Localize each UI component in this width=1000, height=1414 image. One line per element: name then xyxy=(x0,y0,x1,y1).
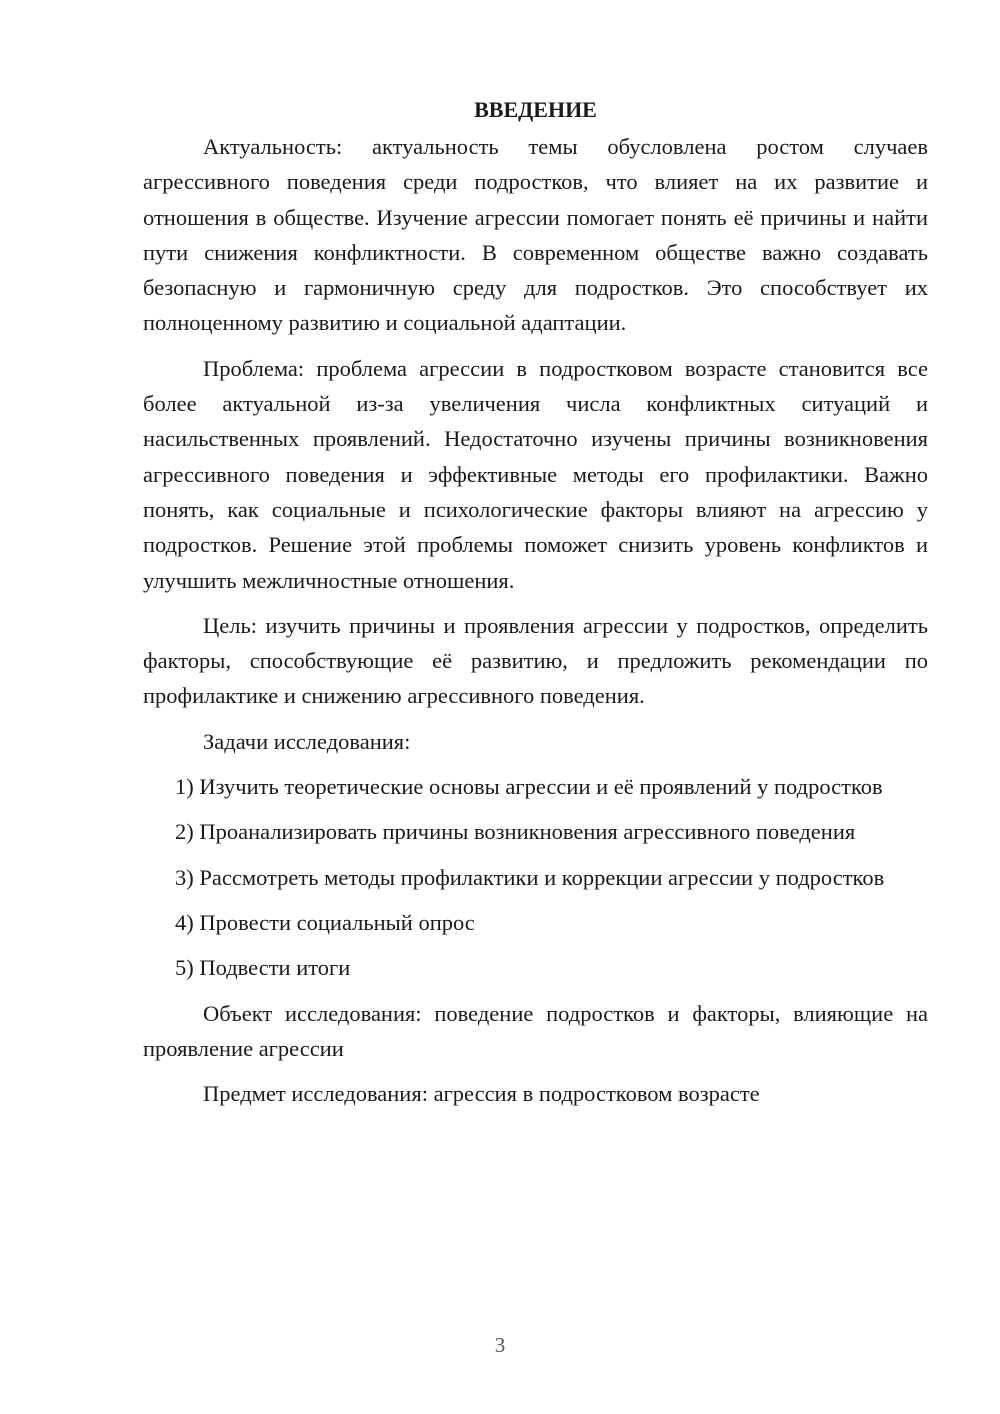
task-item-1: 1) Изучить теоретические основы агрессии и её проявлений у подростков xyxy=(175,774,883,800)
section-title: ВВЕДЕНИЕ xyxy=(474,97,597,122)
paragraph-gap xyxy=(143,850,928,860)
task-item-5: 5) Подвести итоги xyxy=(175,955,351,981)
task-item-4: 4) Провести социальный опрос xyxy=(175,909,475,935)
paragraph-gap xyxy=(143,759,928,769)
paragraph-object: Объект исследования: поведение подростков и факторы, влияющие на проявление агрессии xyxy=(143,1000,928,1061)
task-item-2: 2) Проанализировать причины возникновения агрессивного поведения xyxy=(175,819,856,845)
tasks-heading: Задачи исследования: xyxy=(203,728,411,754)
paragraph-gap xyxy=(143,341,928,351)
paragraph-relevance: Актуальность: актуальность темы обусловлена ростом случаев агрессивного поведения среди подростков, что влияет на их развитие и отношения в обществе. Изучение агрессии помогает понять её причины и найти пути снижения конфликтности. В современном обществе важно создавать безопасную и гармоничную среду для подростков. Это способствует их полноценному развитию и социальной адаптации. xyxy=(143,134,928,336)
paragraph-gap xyxy=(143,1066,928,1076)
paragraph-gap xyxy=(143,598,928,608)
paragraph-problem: Проблема: проблема агрессии в подростковом возрасте становится все более актуальной из-за увеличения числа конфликтных ситуаций и насильственных проявлений. Недостаточно изучены причины возникновения агрессивного поведения и эффективные методы его профилактики. Важно понять, как социальные и психологические факторы влияют на агрессию у подростков. Решение этой проблемы поможет снизить уровень конфликтов и улучшить межличностные отношения. xyxy=(143,355,928,593)
paragraph-gap xyxy=(143,714,928,724)
paragraph-gap xyxy=(143,940,928,950)
paragraph-gap xyxy=(143,895,928,905)
paragraph-gap xyxy=(143,986,928,996)
document-page xyxy=(143,92,928,1111)
page-number: 3 xyxy=(494,1333,506,1357)
paragraph-subject: Предмет исследования: агрессия в подростковом возрасте xyxy=(203,1081,760,1107)
task-item-3: 3) Рассмотреть методы профилактики и коррекции агрессии у подростков xyxy=(175,864,885,890)
paragraph-goal: Цель: изучить причины и проявления агрессии у подростков, определить факторы, способствующие её развитию, и предложить рекомендации по профилактике и снижению агрессивного поведения. xyxy=(143,612,928,709)
paragraph-gap xyxy=(143,804,928,814)
